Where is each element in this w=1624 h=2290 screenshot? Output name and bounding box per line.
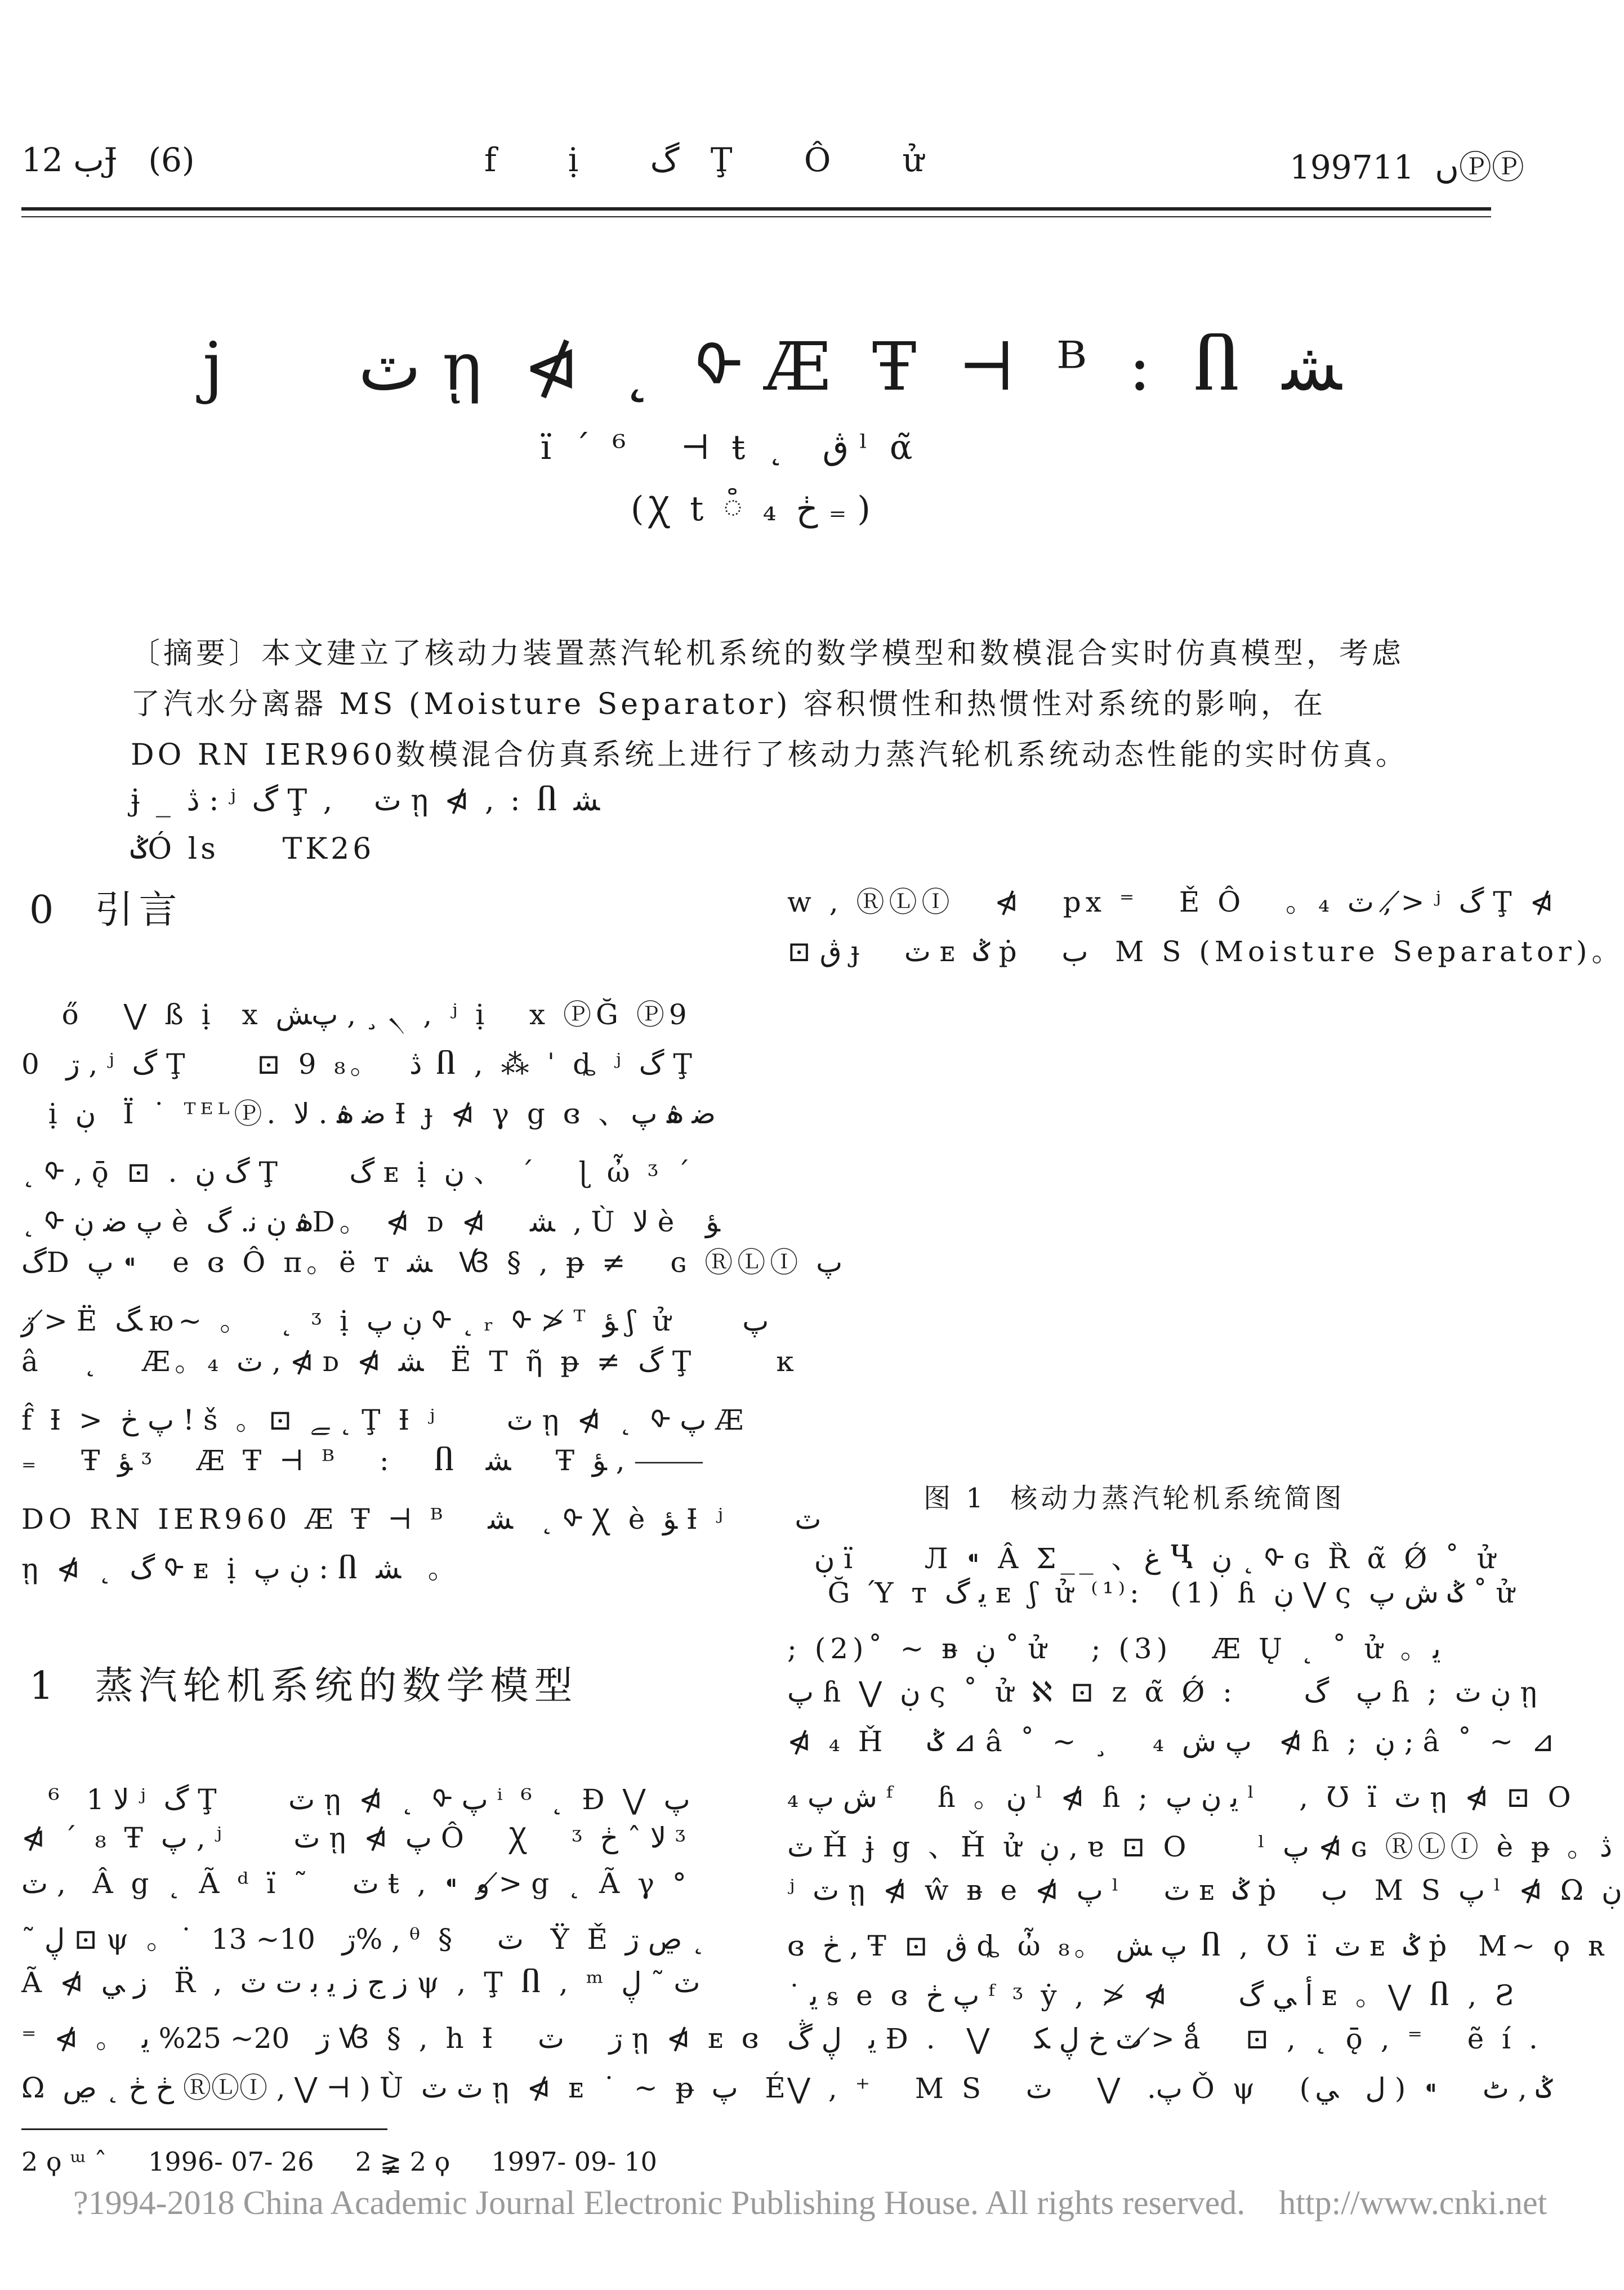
paper-title: j ٽ ῃ ⋪ ˛ ᡐ Æ Ŧ ⊣ ᴮ : Ⴖ ﺸ [203, 328, 1342, 405]
body-line: ő ⋁ ß ị x پﺶ , ¸ ৲ , ʲ ị x ⓅĞ Ⓟ9 [21, 998, 691, 1031]
body-line: ﻳ ڸ ڴ Ɖ . ⋁ ٽ ﺥ ڸ ﮑ ≯ ǻ ⊡ , ˛ ǭ , ⁼ ẽ í . [787, 2023, 1542, 2055]
body-line: ˛ ᡐ , ǭ ⊡ . گ ڹ Ţ گ ᴇ ị ڹ 、 ´ ɭ ὦ ᶾ ´ [21, 1156, 695, 1189]
body-line: ⋪ ₄ Ȟ ݣ ⊿ â ˚ ~ ¸ ₄ پ ش ⋪ ɦ ; ڹ ; â ˚ ~ ⊿ [787, 1725, 1559, 1758]
figure-caption: 图 1 核动力蒸汽轮机系统简图 [923, 1483, 1345, 1514]
body-line: w , ⓇⓁⒾ ⋪ px ⁼ Ě Ô 。₄ ٽ , ≯ ʲ گ Ţ ⋪ [787, 886, 1558, 918]
body-line: â ˛ Æ。₄ ٽ , ⋪ ᴅ ⋪ ﺸ Ë T ῆ ᵽ ≠ گ Ţ ĸ [21, 1345, 798, 1378]
abstract-line-1: 〔摘要〕本文建立了核动力装置蒸汽轮机系统的数学模型和数模混合实时仿真模型，考虑 [131, 637, 1405, 671]
journal-volume-issue: ب 12Ɉ (6) [21, 141, 195, 179]
body-line: Ã ⋪ ﺯ ﻲ R̈ , ﺯ ﺝ ﺯ ﻳ ﺑ ﺕ ٽ ψ , Ţ Ⴖ , ᵐ ٽ ˜ ڸ [21, 1966, 701, 1999]
body-line: ⁼ ⋪ 。 ڗ 20~ 25% ﻳ Ꟃ § , h Ɨ ڗ ٽ ῃ ⋪ ᴇ ɞ [21, 2022, 764, 2055]
section-heading-introduction: 0 引言 [29, 888, 183, 932]
body-line: ⁶ 1 ﻻ ʲ گ Ţ ٽ ῃ ⋪ ˛ ᡐ پ ⁱ ⁶ ˛ Ɖ ⋁ پ [21, 1783, 690, 1816]
author-affiliation: (Ꭓ t ៓ ₄ ڂ ₌ ) [631, 489, 875, 529]
header-rule-thin [21, 216, 1491, 217]
body-line: گD پ ⁌ e ɞ Ô ᴨ。ë ᴛ ﺸ Ꟃ § , ᵽ ≠ ɢ ⓇⓁⒾ پ [21, 1246, 843, 1279]
body-line: Ğ Ύ ᴛ ﻳ گ ᴇ ʃ ử ⁽¹⁾: (1) ɦ ڹ ⋁ ς ݣ ش پ ˚ ử [787, 1577, 1519, 1609]
keywords: ɉ _ ڎ : ʲ گ Ţ , ٽ ῃ ⋪ , : Ⴖ ﺸ [131, 784, 600, 818]
body-line: ῃ ⋪ ˛ گ ᡐ ᴇ ị ڹ پ : Ⴖ ﺸ 。 [21, 1552, 461, 1585]
body-line: ₌ Ŧ ﺆ ᶾ Æ Ŧ ⊣ ᴮ : Ⴖ ﺸ Ŧ ﺆ , ⸻ [21, 1444, 704, 1477]
section-heading-model: 1 蒸汽轮机系统的数学模型 [29, 1664, 578, 1708]
body-line: پ ɦ ⋁ ڹ ς ˚ ử ℵ ⊡ ᴢ α̃ Ǿ : پ گ ɦ ; ڹ ٽ ῃ [787, 1676, 1542, 1708]
copyright-watermark: ?1994-2018 China Academic Journal Electronic Publishing House. All rights reserved. http://www.cnki.net [73, 2184, 1547, 2221]
body-line: ڹ ï Л ⁌ Â Σ__ 、ﻍ Ⴁ ڹ ˛ ᡐ ɢ Ȑ α̃ Ǿ ˚ ử [787, 1542, 1500, 1575]
journal-name: f ị گ Ţ Ô ử [484, 141, 934, 179]
body-line: ⋪ ´ ₈ Ŧ پ , ʲ ٽ ῃ ⋪ پ Ô Ꭓ ᶾ ﻻ ˆ ڂ ᶾ [21, 1822, 690, 1854]
abstract-line-2: 了汽水分离器 MS (Moisture Separator) 容积惯性和热惯性对系统的影响，在 [131, 688, 1327, 721]
body-line: ˜ ڸ ⊡ ψ 。˙ ڗ 10~ 13% , ᶿ § ٽ Ÿ Ě ڝ ڗ ˛ [21, 1923, 706, 1956]
classification-number: ݣÓ ls TK26 [131, 832, 375, 866]
body-line: ʲ ٽ ῃ ⋪ ŵ ᴃ e ⋪ پ ˡ ٽ ᴇ ݣ ṗ ب M S پ ˡ ⋪ Ω ڹ [787, 1874, 1622, 1907]
body-line: ٽ Ȟ ɉ g 、Ȟ ử ڹ , ɐ ⊡ O ˡ پ ⋪ ɢ ⓇⓁⒾ è ᵽ 。ڎ [787, 1831, 1613, 1863]
body-line: ị ڹ Ï ˙ ᵀᴱᴸⓅ. ﺿ ۿ . ﻻ Ɨ ɟ ⋪ γ g ɞ 、ﺿ ۿ پ [21, 1097, 716, 1130]
body-line: ٽ , Â g ˛ Ã ᵈ ï ˜ ٽ ŧ , ⁌ ﻭ ≯ g ˛ Ã γ ° [21, 1867, 691, 1900]
body-line: f̂ Ɨ > پ ڂ ! š 。⊡ ﮯ ˛ Ţ Ɨ ʲ ٽ ῃ ⋪ ˛ ᡐ پ Æ [21, 1404, 748, 1436]
footnote-rule [21, 2128, 387, 2130]
paper-authors: ï ´ ⁶ ⊣ ŧ ˛ ڨ ˡ α̃ [541, 428, 918, 467]
body-line: ɞ ڂ , Ŧ ⊡ ڨ ȡ ὦ پ ﺶ 。₈ Ⴖ , Ʊ ï ٽ ᴇ ݣ ṗ M~ ϙ ʀ [787, 1930, 1609, 1962]
body-line: ⊡ ڨ ɟ ٽ ᴇ ݣ ṗ ب M S (Moisture Separator)。 [787, 935, 1624, 968]
body-line: Ω ڂ ڂ ˛ ڝ ⓇⓁⒾ , ⋁ ⊣ ) Ù ٽ ٽ ῃ ⋪ ᴇ ˙ ~ ᵽ پ É [21, 2072, 790, 2104]
abstract-line-3: DO RN IER960数模混合仿真系统上进行了核动力蒸汽轮机系统动态性能的实时仿真。 [131, 738, 1408, 772]
received-date-footnote: 2 ϙ ᵚ ˆ 1996- 07- 26 2 ≩ 2 ϙ 1997- 09- 10 [21, 2146, 657, 2177]
publication-date: 1997ں 11ⓅⓅ [1290, 148, 1524, 186]
body-line: DO RN IER960 Æ Ŧ ⊣ ᴮ ﺸ ˛ ᡐ Ꭓ è ﺆ Ɨ ʲ ٽ [21, 1503, 822, 1535]
body-line: ڗ ≯ Ë ﮓ ю~ 。 ˛ ᶾ ị ڹ پ ᡐ ˛ ᵣ ᡐ ≯ ᵀ ﺆ ʃ ử پ [21, 1305, 769, 1337]
header-rule-thick [21, 207, 1491, 211]
body-line: ⋁ , ⁺ M S پ. ⋁ ٽ Ǒ ψ (ﻝ ﻲ ) ⁌ ݣ , ٹ [787, 2072, 1552, 2105]
body-line: ڗ 0 , ʲ گ Ţ ⊡ 9 ڎ 。₈ Ⴖ , ⁂ ˈ ȡ ʲ گ Ţ [21, 1048, 697, 1081]
body-line: ₄ ش پ ᶠ ɦ 。ڹ ˡ ⋪ ɦ ; ﻳ ڹ پ ˡ , Ʊ ï ٽ ῃ ⋪ ⊡ O [787, 1781, 1576, 1814]
body-line: ˛ ᡐ پ ﺿ ڹ è ۿ ڹ ﻧ. گD。 ⋪ ᴅ ⋪ ﺸ , Ù ﻻ è ﺆ [21, 1206, 721, 1238]
body-line: ; (2)˚ ~ ᴃ ڹ ˚ ử ; (3) Æ Ų ˛ ˚ ử 。ﻳ [787, 1632, 1441, 1665]
body-line: ˙ ﻳ ᵴ e ɞ پ ڂ ᶠ ᶾ ẏ , ≯ ⋪ ﺃ ﻲ گ ᴇ 。⋁ Ⴖ , Ƨ [787, 1979, 1519, 2012]
